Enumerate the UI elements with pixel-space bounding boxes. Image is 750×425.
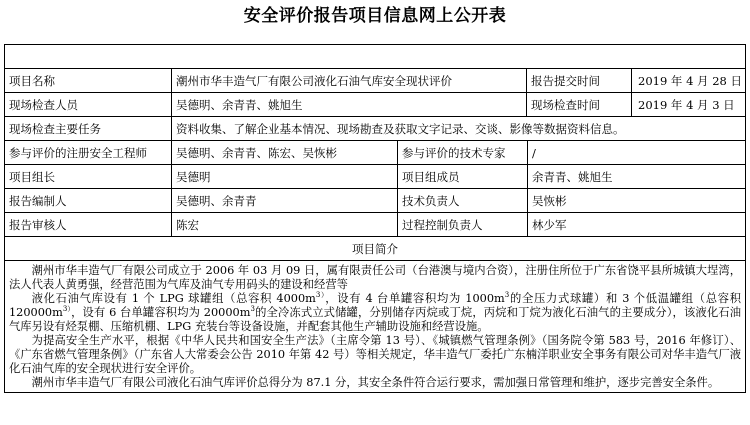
value-reviewer: 陈宏 [172, 213, 398, 237]
p2-part-c: 的全压力式球罐）和 3 个低温罐组（总容积 120000m [9, 292, 742, 319]
row-summary-heading [5, 237, 746, 261]
p2-part-b: ，设有 4 台单罐容积均为 1000m [325, 292, 505, 305]
value-engineers: 吴德明、余青青、陈宏、吴恢彬 [172, 141, 398, 165]
document-title: 安全评价报告项目信息网上公开表 [243, 6, 507, 26]
row-inspectors [5, 93, 746, 117]
value-process-control: 林少军 [528, 213, 746, 237]
value-tech-lead: 吴恢彬 [528, 189, 746, 213]
value-inspect-time: 2019 年 4 月 3 日 [638, 97, 735, 112]
label-engineers: 参与评价的注册安全工程师 [5, 141, 172, 165]
value-submit-time: 2019 年 4 月 28 日 [638, 73, 742, 88]
label-inspect-time: 现场检查时间 [527, 93, 632, 116]
row-compilers [5, 189, 746, 213]
p2-part-d: ，设有 6 台单罐容积均为 20000m [71, 306, 251, 319]
summary-paragraph-4: 潮州市华丰造气厂有限公司液化石油气库评价总得分为 87.1 分，其安全条件符合运行要求，需加强日常管理和维护，逐步完善安全条件。 [31, 376, 720, 389]
label-project-name: 项目名称 [5, 69, 172, 93]
row-engineers [5, 141, 746, 165]
row-team-leader [5, 165, 746, 189]
split-cell-inspect-time [527, 93, 746, 117]
p2-sup-paren-2: 3） [62, 305, 72, 313]
summary-paragraph-1: 潮州市华丰造气厂有限公司成立于 2006 年 03 月 09 日，属有限责任公司（台港澳与境内合资），注册住所位于广东省饶平县所城镇大埕湾，法人代表人黄勇强，经营范围为气库及油气专用码头的建设和经营等 [9, 264, 742, 291]
label-process-control: 过程控制负责人 [398, 213, 528, 237]
summary-heading: 项目简介 [5, 237, 746, 261]
p2-part-e: 的全冷冻式立式储罐，分别储存丙烷或丁烷，丙烷和丁烷为液化石油气的主要成分），该液化石油气库另设有烃泵棚、压缩机棚、LPG 充装台等设备设施，并配套其他生产辅助设施和经营设施。 [9, 306, 742, 333]
summary-paragraph-2 [9, 292, 741, 334]
submit-time-subtable [527, 69, 745, 92]
top-spacer-row [5, 45, 746, 69]
p2-sup-paren-1: 3） [315, 291, 326, 299]
value-main-task: 资料收集、了解企业基本情况、现场勘查及获取文字记录、交谈、影像等数据资料信息。 [172, 117, 746, 141]
row-main-task [5, 117, 746, 141]
label-experts: 参与评价的技术专家 [398, 141, 528, 165]
row-project-name [5, 69, 746, 93]
value-inspectors: 吴德明、余青青、姚旭生 [172, 93, 527, 117]
summary-body [5, 261, 746, 393]
label-compilers: 报告编制人 [5, 189, 172, 213]
value-experts: / [528, 141, 746, 165]
inspect-time-subtable [527, 93, 745, 116]
label-team-leader: 项目组长 [5, 165, 172, 189]
label-team-members: 项目组成员 [398, 165, 528, 189]
p2-part-a: 液化石油气库设有 1 个 LPG 球罐组（总容积 4000m [31, 292, 316, 305]
p2-sup-2: 3 [250, 305, 255, 313]
value-project-name: 潮州市华丰造气厂有限公司液化石油气库安全现状评价 [172, 69, 527, 93]
label-inspectors: 现场检查人员 [5, 93, 172, 117]
p2-sup-1: 3 [504, 291, 510, 299]
label-main-task: 现场检查主要任务 [5, 117, 172, 141]
row-reviewer [5, 213, 746, 237]
row-summary-body [5, 261, 746, 393]
spacer-cell [5, 45, 746, 69]
value-team-leader: 吴德明 [172, 165, 398, 189]
value-team-members: 余青青、姚旭生 [528, 165, 746, 189]
summary-paragraph-3: 为提高安全生产水平，根据《中华人民共和国安全生产法》（主席令第 13 号）、《城镇燃气管理条例》（国务院令第 583 号，2016 年修订）、《广东省燃气管理条例》（广东省人大常委会公告 2010 年第 42 号）等相关规定，华丰造气厂委托广东楠洋职业安全事务有限公司对华丰造气厂液化石油气库的安全现状进行安全评价。 [9, 334, 742, 375]
label-tech-lead: 技术负责人 [398, 189, 528, 213]
split-cell-submit [527, 69, 746, 93]
value-compilers: 吴德明、余青青 [172, 189, 398, 213]
label-reviewer: 报告审核人 [5, 213, 172, 237]
label-submit-time: 报告提交时间 [527, 69, 632, 92]
project-info-table [4, 44, 746, 393]
